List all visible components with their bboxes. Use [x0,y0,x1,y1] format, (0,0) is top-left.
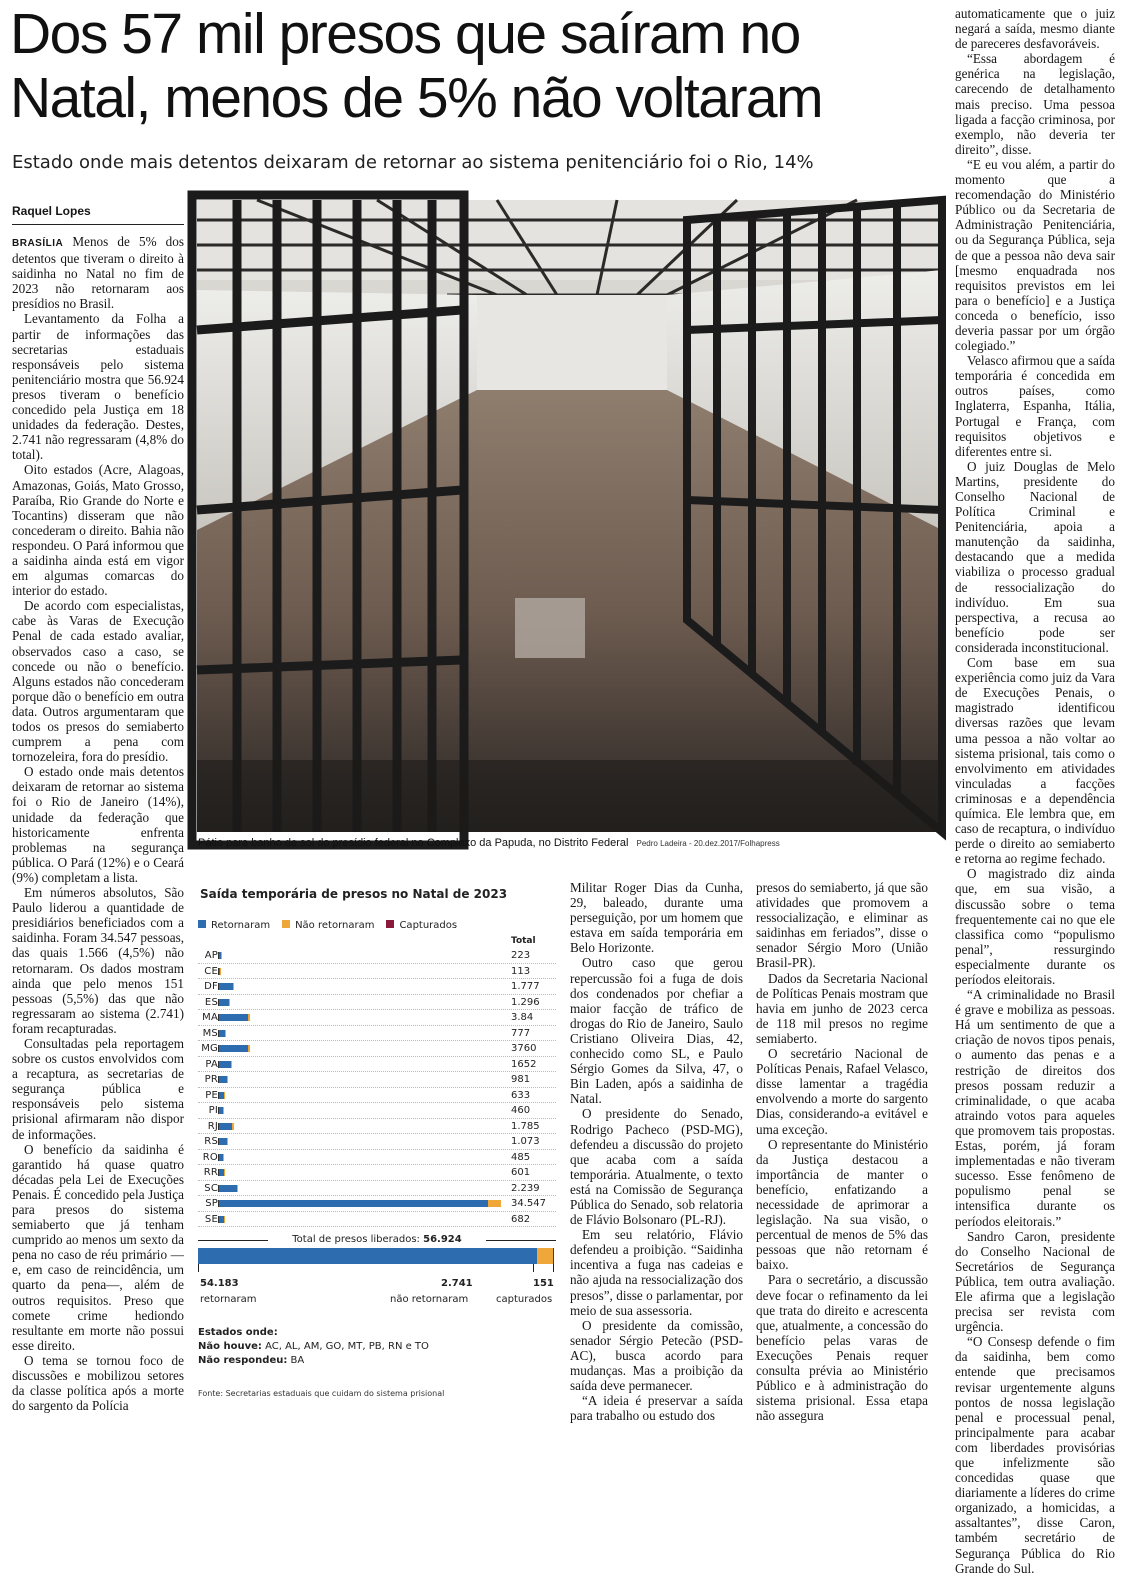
total-value: 34.547 [511,1198,546,1209]
state-label: RO [202,1151,218,1163]
paragraph-text: O presidente da comissão, senador Sérgio Petecão (PSD-AC), busca acordo para mudanças. Mas a proibição da saída deve permanecer. [570,1317,743,1394]
article-paragraph [955,353,1115,459]
bar-pr [218,1076,228,1083]
subheadline: Estado onde mais detentos deixaram de retornar ao sistema penitenciário foi o Rio, 14% [12,152,814,173]
article-paragraph [570,1318,743,1393]
paragraph-text: “Essa abordagem é genérica na legislação, carecendo de detalhamento mais preciso. Uma pessoa ligada a facção criminosa, por exemplo, não deveria ter direito”, disse. [955,51,1115,157]
prison-yard-photo [197,200,942,832]
paragraph-text: Oito estados (Acre, Alagoas, Amazonas, Goiás, Mato Grosso, Paraíba, Rio Grande do Norte e Tocantins) disseram que não concederam o direito. Bahia não respondeu. O Pará informou que a saidinha ainda está em vigor em algumas comarcas do interior do estado. [12,462,184,599]
paragraph-text: O presidente do Senado, Rodrigo Pacheco (PSD-MG), defendeu a discussão do projeto que acaba com a saída temporária. Atualmente, o texto está na Comissão de Segurança Pública do Senado, sob relatoria de Flávio Bolsonaro (PL-RJ). [570,1106,743,1228]
paragraph-text: Militar Roger Dias da Cunha, 29, baleado, durante uma perseguição, por um homem que estava em saída temporária em Belo Horizonte. [570,880,743,956]
article-paragraph [570,1106,743,1227]
article-column-5 [955,6,1115,1576]
bar-segment-not-returned [220,968,221,975]
total-value: 460 [511,1105,531,1116]
bar-df [218,983,234,990]
bar-segment-not-returned [224,1216,225,1223]
bar-se [218,1216,225,1223]
bar-segment-returned [219,1138,227,1145]
prison-gate-image [197,200,942,832]
bar-segment-not-returned [488,1200,501,1207]
article-paragraph [12,1142,184,1353]
bar-segment-not-returned [237,1185,238,1192]
bar-segment-not-returned [225,1030,226,1037]
paragraph-text: O estado onde mais detentos deixaram de retornar ao sistema foi o Rio de Janeiro (14%), unidade da federação que historicamente enfrenta problemas na segurança pública. O Pará (12%) e o Ceará (9%) completam a lista. [12,764,184,885]
total-value: 1.296 [511,996,540,1008]
article-paragraph [12,311,184,462]
byline-rule [12,224,184,225]
total-value: 223 [511,950,531,961]
paragraph-text: presos do semiaberto, já que são atividades que promovem a ressocialização, e eliminar as saidinhas em feriados”, disse o senador Sérgio Moro (União Brasil-PR). [756,880,928,971]
bar-pe [218,1092,225,1099]
chart-row-ro [198,1150,556,1166]
total-value: 777 [511,1027,531,1039]
bar-segment-returned [219,999,229,1006]
legend-captured-label: Capturados [399,920,458,931]
total-segment-not-returned [537,1248,553,1264]
bar-ap [218,952,222,959]
returned-label: retornaram [200,1294,257,1305]
bar-segment-returned [219,1076,227,1083]
article-paragraph [955,866,1115,987]
tick-captured [553,1264,554,1272]
state-label: SC [204,1182,218,1194]
no-grant-label: Não houve: [198,1341,262,1352]
bar-segment-not-returned [229,999,230,1006]
chart-row-pr [198,1072,556,1088]
total-segment-returned [198,1248,537,1264]
state-label: RS [204,1136,218,1147]
bar-segment-returned [219,1014,248,1021]
paragraph-text: Levantamento da Folha a partir de informações das secretarias estaduais responsáveis pelo sistema penitenciário mostra que 56.924 presos tiveram o benefício concedido pela Justiça em 18 unidades da federação. Destes, 2.741 não regressaram (4,8% do total). [12,311,184,463]
article-paragraph [570,880,743,955]
chart-row-ma [198,1010,556,1026]
state-label: CE [204,965,218,977]
article-paragraph [756,1272,928,1423]
tick-not-returned [533,1264,534,1272]
captured-label: capturados [496,1294,553,1305]
state-label: MA [202,1012,218,1023]
article-paragraph [12,885,184,1036]
total-released-text: Total de presos liberados: [292,1234,420,1245]
tick-returned [198,1264,199,1272]
article-column-3 [570,880,743,1424]
paragraph-text: Em seu relatório, Flávio defendeu a proibição. “Saidinha incentiva a fuga nas cadeias e não ajuda na ressocialização dos presos”, disse o parlamentar, por meio de sua assessoria. [570,1227,743,1318]
bar-segment-returned [219,1200,488,1207]
chart-row-sp [198,1196,556,1212]
article-paragraph [955,6,1115,51]
total-released-label [198,1234,556,1245]
article-column-1 [12,234,185,1414]
chart-row-ap [198,948,556,964]
bar-pi [218,1107,224,1114]
bar-segment-returned [219,1061,231,1068]
paragraph-text: Com base em sua experiência como juiz da Vara de Execuções Penais, o magistrado identificou diversas razões que levam uma pessoa a não voltar ao sistema prisional, tais como o envolvimento em atividades vinculadas a facções criminosas e a dependência química. Ele lembra que, em caso de recaptura, o indivíduo perde o direito ao semiaberto e retorna ao regime fechado. [955,655,1115,867]
state-label: SE [204,1213,218,1225]
bar-sc [218,1185,238,1192]
total-value: 1.073 [511,1136,540,1147]
legend-returned-label: Retornaram [211,920,271,931]
bar-segment-not-returned [224,1169,225,1176]
legend-returned [198,920,270,931]
article-paragraph [955,655,1115,866]
photo-credit: Pedro Ladeira - 20.dez.2017/Folhapress [636,839,780,848]
paragraph-text: O tema se tornou foco de discussões e mobilizou setores da classe política após a morte do sargento da Polícia [12,1352,184,1414]
chart-row-rr [198,1165,556,1181]
bar-segment-not-returned [221,952,222,959]
chart-row-ce [198,964,556,980]
total-stacked-bar [198,1248,554,1264]
chart-title: Saída temporária de presos no Natal de 2023 [200,887,508,901]
article-column-4 [756,880,928,1424]
chart-legend [198,920,457,931]
not-returned-label: não retornaram [390,1294,469,1305]
bar-mg [218,1045,250,1052]
total-value: 2.239 [511,1182,540,1194]
no-response-label: Não respondeu: [198,1355,288,1366]
article-paragraph [570,955,743,1106]
paragraph-text: Outro caso que gerou repercussão foi a fuga de dois dos condenados por chefiar a maior facção de tráfico de drogas do Rio de Janeiro, Saulo Cristiano Oliveira Dias, 42, conhecido como SL, e Paulo Sérgio Gomes da Silva, 47, o Bin Laden, após a saidinha de Natal. [570,955,743,1107]
article-paragraph [570,1227,743,1318]
state-label: DF [204,981,218,992]
chart-row-pa [198,1057,556,1073]
paragraph-text: O representante do Ministério da Justiça destacou a importância de manter o benefício, enfatizando a necessidade de aprimorar a legislação. Na sua visão, o percentual de menos de 5% das pessoas que não retornam é baixo. [756,1136,928,1273]
bar-segment-not-returned [227,1138,228,1145]
chart-row-pi [198,1103,556,1119]
paragraph-text: Velasco afirmou que a saída temporária é concedida em outros países, como Inglaterra, Espanha, Itália, Portugal e França, com requisitos objetivos e diferentes entre si. [955,353,1115,459]
bar-rs [218,1138,228,1145]
paragraph-text: Para o secretário, a discussão deve focar o refinamento da lei que trata do direito e acrescenta que, atualmente, a concessão do benefício pelas varas de Execuções Penais requer consulta prévia ao Ministério Público e à administração do sistema prisional. Essa etapa não assegura [756,1272,928,1424]
bar-segment-not-returned [248,1014,251,1021]
bar-segment-not-returned [231,1061,233,1068]
release-chart [198,884,556,1404]
paragraph-text: Menos de 5% dos detentos que tiveram o direito à saidinha no Natal no fim de 2023 não retornaram aos presídios no Brasil. [12,234,185,312]
legend-not-returned-label: Não retornaram [295,920,375,931]
article-paragraph [955,51,1115,157]
paragraph-text: “A ideia é preservar a saída para trabalho ou estudo dos [570,1393,743,1424]
state-label: MS [202,1027,218,1039]
state-label: PI [208,1105,218,1116]
states-heading: Estados onde: [198,1327,278,1338]
state-label: PE [205,1089,218,1101]
total-value: 601 [511,1167,531,1178]
state-label: RJ [207,1120,218,1132]
chart-row-sc [198,1181,556,1197]
bar-segment-returned [219,983,233,990]
no-grant-states: AC, AL, AM, GO, MT, PB, RN e TO [265,1341,429,1352]
photo-caption [198,837,943,849]
paragraph-text: Sandro Caron, presidente do Conselho Nacional de Secretários de Segurança Pública, tem outra avaliação. Ele afirma que a legislação precisa ser revista com urgência. [955,1228,1115,1335]
state-label: SP [205,1198,218,1209]
headline: Dos 57 mil presos que saíram no Natal, menos de 5% não voltaram [10,2,823,130]
chart-row-se [198,1212,556,1228]
chart-rows [198,948,556,1227]
bar-segment-not-returned [248,1045,250,1052]
paragraph-text: “E eu vou além, a partir do momento que a recomendação do Ministério Público ou da Secretaria de Administração Penitenciária, ou da Segurança Pública, seja de que a pessoa não deva sair [mesmo enquadrada nos requisitos previstos em lei para o benefício] e a Justiça conceda o benefício, isso deveria passar por um órgão colegiado.” [955,156,1115,354]
bar-segment-not-returned [223,1107,224,1114]
total-released-value: 56.924 [423,1234,462,1245]
state-label: RR [203,1167,218,1178]
bar-pa [218,1061,232,1068]
bar-segment-not-returned [224,1092,225,1099]
bar-segment-not-returned [233,983,234,990]
article-paragraph [955,1229,1115,1335]
captured-total: 151 [533,1278,554,1289]
bar-es [218,999,230,1006]
total-segment-captured [553,1248,554,1264]
bar-segment-not-returned [232,1123,234,1130]
total-value: 1.777 [511,981,540,992]
paragraph-text: Dados da Secretaria Nacional de Políticas Penais mostram que havia em junho de 2023 cerca de 118 mil presos no regime semiaberto. [756,970,928,1046]
state-label: PA [205,1058,218,1070]
article-paragraph [12,598,184,764]
bar-segment-returned [219,1045,248,1052]
bar-ce [218,968,221,975]
paragraph-text: De acordo com especialistas, cabe às Varas de Execução Penal de cada estado avaliar, observados caso a caso, se concede ou não o benefício. Alguns estados não concederam porque dão o benefício em outra data. Outros argumentaram que todos os presos do semiaberto cumprem a pena com tornozeleira, fora do presídio. [12,598,184,765]
article-paragraph [955,459,1115,655]
total-value: 633 [511,1089,531,1101]
chart-row-df [198,979,556,995]
bar-sp [218,1200,501,1207]
chart-row-rj [198,1119,556,1135]
chart-row-es [198,995,556,1011]
article-paragraph [756,1137,928,1273]
bar-segment-returned [219,1123,232,1130]
bar-rj [218,1123,234,1130]
total-value: 485 [511,1151,531,1163]
paragraph-text: O secretário Nacional de Políticas Penais, Rafael Velasco, disse lamentar a tragédia envolvendo a morte do sargento Dias, considerando-a evitável e uma exceção. [756,1046,928,1137]
article-paragraph [756,880,928,971]
bar-segment-returned [219,1185,237,1192]
chart-row-pe [198,1088,556,1104]
total-value: 3.84 [511,1012,534,1023]
total-value: 981 [511,1074,531,1085]
article-paragraph [955,157,1115,353]
article-paragraph [955,987,1115,1229]
state-label: PR [204,1074,218,1085]
no-response-states: BA [290,1355,305,1366]
paragraph-text: O magistrado diz ainda que, em sua visão, a discussão sobre o tema frequentemente cai no que ele classifica como “populismo penal”, ressurgindo especialmente durante os períodos eleitorais. [955,866,1115,987]
chart-row-rs [198,1134,556,1150]
paragraph-text: Consultadas pela reportagem sobre os custos envolvidos com a recaptura, as secretarias de segurança pública e responsáveis pelo sistema prisional afirmaram não dispor de informações. [12,1035,184,1142]
article-paragraph [12,234,184,311]
paragraph-text: “O Consesp defende o fim da saidinha, bem como entende que precisamos revisar urgentemente alguns pontos de nossa legislação penal e processual penal, principalmente para acabar com liberdades provisórias que infelizmente são concedidas quase que diariamente a líderes do crime organizado, a homicidas, a assaltantes”, disse Caron, também secretário de Segurança Pública do Rio Grande do Sul. [955,1334,1115,1576]
bar-rr [218,1169,225,1176]
article-paragraph [570,1393,743,1423]
paragraph-text: O benefício da saidinha é garantido há quase quatro décadas pela Lei de Execuções Penais. É concedido pela Justiça para presos do sistema semiaberto que já tenham cumprido ao menos um sexto da pena no caso de réu primário — e, em caso de reincidência, um quarto da pena—, além de outros requisitos. Preso que comete crime hediondo resultante em morte não possui esse direito. [12,1141,184,1353]
paragraph-text: automaticamente que o juiz negará a saída, mesmo diante de pareceres desfavoráveis. [955,6,1115,52]
total-value: 1.785 [511,1120,540,1132]
legend-captured [386,920,457,931]
state-label: AP [204,950,218,961]
state-label: MG [201,1043,218,1054]
paragraph-text: “A criminalidade no Brasil é grave e mobiliza as pessoas. Há um sentimento de que a criação de novos tipos penais, o aumento das penas e a restrição de direitos dos presos possam reduzir a criminalidade, o que acaba atraindo votos para aqueles que promovem tais propostas. Estas, porém, já foram implementadas e não tiveram sucesso. Esse fenômeno de populismo penal se intensifica durante os períodos eleitorais.” [955,987,1115,1229]
article-paragraph [955,1334,1115,1576]
chart-row-ms [198,1026,556,1042]
total-value: 682 [511,1213,531,1225]
states-notes [198,1326,429,1368]
chart-source: Fonte: Secretarias estaduais que cuidam do sistema prisional [198,1389,445,1398]
caption-text: Pátio para banho de sol do presídio federal no Complexo da Papuda, no Distrito Federal [198,837,629,849]
byline: Raquel Lopes [12,204,91,218]
bar-ro [218,1154,224,1161]
total-value: 3760 [511,1043,537,1054]
article-paragraph [12,1353,184,1413]
paragraph-text: Em números absolutos, São Paulo liderou a quantidade de presidiários beneficiados com a saidinha. Foram 34.547 pessoas, das quais 1.566 (4,5%) não retornaram. Os dados mostram ainda que pelo menos 151 pessoas (5,5%) das que não regressaram ao sistema (2.741) foram recapturadas. [12,885,184,1036]
chart-row-mg [198,1041,556,1057]
article-paragraph [12,764,184,885]
paragraph-text: O juiz Douglas de Melo Martins, presidente do Conselho Nacional de Política Criminal e Penitenciária, apoia a manutenção da saidinha, destacando que a medida viabiliza o processo gradual de ressocialização do indivíduo. Em sua perspectiva, a recusa ao benefício pode ser considerada inconstitucional. [955,458,1115,655]
dateline: BRASÍLIA [12,238,64,249]
bar-segment-not-returned [227,1076,228,1083]
total-column-header: Total [511,936,536,946]
bar-segment-not-returned [223,1154,224,1161]
state-label: ES [204,996,218,1008]
bar-ms [218,1030,226,1037]
article-paragraph [12,1036,184,1142]
returned-total: 54.183 [200,1278,239,1289]
total-value: 113 [511,965,531,977]
article-paragraph [756,1046,928,1137]
article-paragraph [12,462,184,598]
not-returned-total: 2.741 [441,1278,473,1289]
total-value: 1652 [511,1058,537,1070]
legend-not-returned [282,920,374,931]
bar-ma [218,1014,250,1021]
article-paragraph [756,971,928,1046]
